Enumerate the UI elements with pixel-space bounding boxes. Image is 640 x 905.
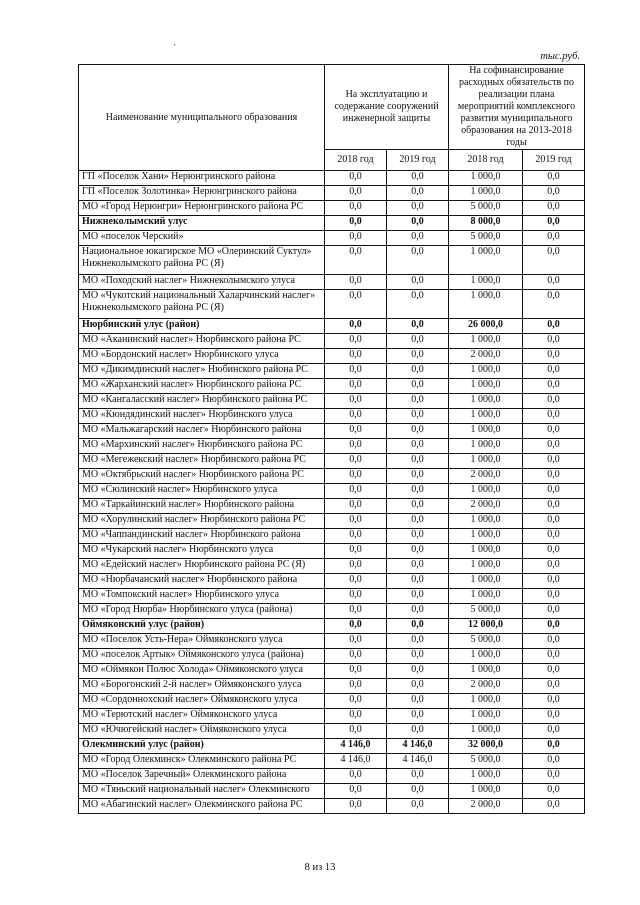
value-cell: 0,0 xyxy=(523,514,585,529)
value-cell: 1 000,0 xyxy=(449,649,523,664)
table-row xyxy=(79,649,585,664)
value-cell: 0,0 xyxy=(523,529,585,544)
municipality-name-cell: МО «Чукотский национальный Халарчинский наслег» Нижнеколымского района РС (Я) xyxy=(79,290,325,319)
table-row xyxy=(79,799,585,814)
value-cell: 0,0 xyxy=(523,334,585,349)
value-cell: 0,0 xyxy=(387,709,449,724)
value-cell: 0,0 xyxy=(325,439,387,454)
municipality-name-cell: МО «Город Нерюнгри» Нерюнгринского района РС xyxy=(79,201,325,216)
value-cell: 0,0 xyxy=(523,604,585,619)
value-cell: 0,0 xyxy=(523,499,585,514)
value-cell: 0,0 xyxy=(325,484,387,499)
value-cell: 0,0 xyxy=(523,424,585,439)
value-cell: 0,0 xyxy=(387,439,449,454)
value-cell: 0,0 xyxy=(523,619,585,634)
value-cell: 0,0 xyxy=(325,724,387,739)
table-row xyxy=(79,364,585,379)
value-cell: 0,0 xyxy=(523,649,585,664)
value-cell: 0,0 xyxy=(325,364,387,379)
value-cell: 0,0 xyxy=(523,290,585,319)
value-cell: 0,0 xyxy=(325,529,387,544)
value-cell: 0,0 xyxy=(523,319,585,334)
table-row xyxy=(79,349,585,364)
value-cell: 0,0 xyxy=(387,499,449,514)
value-cell: 1 000,0 xyxy=(449,484,523,499)
table-row xyxy=(79,454,585,469)
header-year: 2019 год xyxy=(387,150,449,171)
value-cell: 0,0 xyxy=(523,231,585,246)
municipality-name-cell: Оймяконский улус (район) xyxy=(79,619,325,634)
value-cell: 0,0 xyxy=(387,186,449,201)
municipality-name-cell: МО «Терютский наслег» Оймяконского улуса xyxy=(79,709,325,724)
value-cell: 1 000,0 xyxy=(449,769,523,784)
value-cell: 0,0 xyxy=(523,469,585,484)
municipality-name-cell: Нижнеколымский улус xyxy=(79,216,325,231)
value-cell: 4 146,0 xyxy=(387,739,449,754)
municipality-name-cell: МО «Поселок Усть-Нера» Оймяконского улуса xyxy=(79,634,325,649)
header-year: 2018 год xyxy=(325,150,387,171)
value-cell: 0,0 xyxy=(523,454,585,469)
value-cell: 0,0 xyxy=(523,186,585,201)
municipality-name-cell: МО «Аканинский наслег» Нюрбинского района РС xyxy=(79,334,325,349)
value-cell: 8 000,0 xyxy=(449,216,523,231)
value-cell: 1 000,0 xyxy=(449,529,523,544)
municipality-name-cell: МО «Чаппандинский наслег» Нюрбинского района xyxy=(79,529,325,544)
value-cell: 0,0 xyxy=(523,559,585,574)
municipality-name-cell: МО «Таркайинский наслег» Нюрбинского района xyxy=(79,499,325,514)
value-cell: 0,0 xyxy=(387,171,449,186)
value-cell: 0,0 xyxy=(387,319,449,334)
value-cell: 0,0 xyxy=(523,246,585,275)
table-row xyxy=(79,469,585,484)
municipality-name-cell: МО «Едейский наслег» Нюрбинского района РС (Я) xyxy=(79,559,325,574)
value-cell: 0,0 xyxy=(387,394,449,409)
scan-dot-mark: · xyxy=(173,40,176,50)
value-cell: 1 000,0 xyxy=(449,275,523,290)
municipality-name-cell: МО «Хорулинский наслег» Нюрбинского района РС xyxy=(79,514,325,529)
value-cell: 0,0 xyxy=(325,679,387,694)
value-cell: 1 000,0 xyxy=(449,171,523,186)
value-cell: 0,0 xyxy=(325,469,387,484)
value-cell: 0,0 xyxy=(387,769,449,784)
value-cell: 1 000,0 xyxy=(449,559,523,574)
municipality-name-cell: МО «Ючюгейский наслег» Оймяконского улуса xyxy=(79,724,325,739)
value-cell: 1 000,0 xyxy=(449,364,523,379)
municipality-name-cell: МО «Город Олекминск» Олекминского района РС xyxy=(79,754,325,769)
value-cell: 0,0 xyxy=(387,364,449,379)
value-cell: 0,0 xyxy=(325,694,387,709)
value-cell: 1 000,0 xyxy=(449,574,523,589)
value-cell: 0,0 xyxy=(523,379,585,394)
value-cell: 0,0 xyxy=(387,246,449,275)
value-cell: 0,0 xyxy=(325,799,387,814)
budget-table xyxy=(78,64,585,814)
value-cell: 0,0 xyxy=(325,709,387,724)
municipality-name-cell: Национальное юкагирское МО «Олеринский Суктул» Нижнеколымского района РС (Я) xyxy=(79,246,325,275)
table-row-district-total xyxy=(79,739,585,754)
value-cell: 0,0 xyxy=(387,634,449,649)
value-cell: 0,0 xyxy=(523,544,585,559)
value-cell: 0,0 xyxy=(325,231,387,246)
value-cell: 0,0 xyxy=(523,799,585,814)
value-cell: 0,0 xyxy=(523,709,585,724)
value-cell: 1 000,0 xyxy=(449,290,523,319)
table-row-district-total xyxy=(79,619,585,634)
table-row xyxy=(79,574,585,589)
municipality-name-cell: МО «Мархинский наслег» Нюрбинского района РС xyxy=(79,439,325,454)
value-cell: 1 000,0 xyxy=(449,424,523,439)
table-row xyxy=(79,186,585,201)
value-cell: 1 000,0 xyxy=(449,186,523,201)
municipality-name-cell: МО «Мегежекский наслег» Нюрбинского района РС xyxy=(79,454,325,469)
value-cell: 1 000,0 xyxy=(449,589,523,604)
page-number: 8 из 13 xyxy=(304,862,336,873)
municipality-name-cell: МО «Октябрьский наслег» Нюрбинского района РС xyxy=(79,469,325,484)
value-cell: 0,0 xyxy=(523,694,585,709)
value-cell: 2 000,0 xyxy=(449,799,523,814)
municipality-name-cell: МО «поселок Артык» Оймяконского улуса (района) xyxy=(79,649,325,664)
value-cell: 0,0 xyxy=(325,246,387,275)
value-cell: 0,0 xyxy=(523,394,585,409)
value-cell: 0,0 xyxy=(523,739,585,754)
header-year: 2018 год xyxy=(449,150,523,171)
table-body xyxy=(79,171,585,814)
table-row xyxy=(79,424,585,439)
value-cell: 0,0 xyxy=(387,649,449,664)
value-cell: 0,0 xyxy=(523,784,585,799)
value-cell: 2 000,0 xyxy=(449,469,523,484)
table-row xyxy=(79,379,585,394)
value-cell: 0,0 xyxy=(387,784,449,799)
table-row xyxy=(79,514,585,529)
municipality-name-cell: МО «Борогонский 2-й наслег» Оймяконского улуса xyxy=(79,679,325,694)
value-cell: 0,0 xyxy=(325,424,387,439)
municipality-name-cell: МО «Сюлинский наслег» Нюрбинского улуса xyxy=(79,484,325,499)
municipality-name-cell: МО «Дикимдинский наслег» Нюбинского района РС xyxy=(79,364,325,379)
municipality-name-cell: МО «Томпокский наслег» Нюрбинского улуса xyxy=(79,589,325,604)
value-cell: 0,0 xyxy=(325,216,387,231)
value-cell: 5 000,0 xyxy=(449,634,523,649)
value-cell: 1 000,0 xyxy=(449,544,523,559)
value-cell: 0,0 xyxy=(523,484,585,499)
value-cell: 0,0 xyxy=(387,664,449,679)
value-cell: 4 146,0 xyxy=(325,754,387,769)
value-cell: 0,0 xyxy=(523,634,585,649)
value-cell: 0,0 xyxy=(387,679,449,694)
table-row xyxy=(79,784,585,799)
table-row-district-total xyxy=(79,216,585,231)
value-cell: 0,0 xyxy=(523,349,585,364)
municipality-name-cell: МО «Абагинский наслег» Олекминского района РС xyxy=(79,799,325,814)
value-cell: 0,0 xyxy=(325,409,387,424)
value-cell: 32 000,0 xyxy=(449,739,523,754)
value-cell: 0,0 xyxy=(387,424,449,439)
table-row-district-total xyxy=(79,319,585,334)
value-cell: 2 000,0 xyxy=(449,679,523,694)
table-row xyxy=(79,171,585,186)
municipality-name-cell: МО «поселок Черский» xyxy=(79,231,325,246)
value-cell: 0,0 xyxy=(325,394,387,409)
unit-label: тыс.руб. xyxy=(540,51,580,62)
header-year: 2019 год xyxy=(523,150,585,171)
table-row xyxy=(79,709,585,724)
municipality-name-cell: МО «Чукарский наслег» Нюрбинского улуса xyxy=(79,544,325,559)
municipality-name-cell: Нюрбинский улус (район) xyxy=(79,319,325,334)
value-cell: 5 000,0 xyxy=(449,231,523,246)
value-cell: 0,0 xyxy=(523,275,585,290)
value-cell: 0,0 xyxy=(387,201,449,216)
municipality-name-cell: МО «Тяньский национальный наслег» Олекминского xyxy=(79,784,325,799)
value-cell: 0,0 xyxy=(387,379,449,394)
table-row xyxy=(79,559,585,574)
municipality-name-cell: МО «Походский наслег» Нижнеколымского улуса xyxy=(79,275,325,290)
municipality-name-cell: МО «Поселок Заречный» Олекминского района xyxy=(79,769,325,784)
value-cell: 0,0 xyxy=(325,454,387,469)
value-cell: 0,0 xyxy=(387,484,449,499)
table-row xyxy=(79,694,585,709)
table-row xyxy=(79,201,585,216)
value-cell: 0,0 xyxy=(387,619,449,634)
value-cell: 0,0 xyxy=(523,754,585,769)
value-cell: 0,0 xyxy=(325,379,387,394)
value-cell: 0,0 xyxy=(325,334,387,349)
value-cell: 0,0 xyxy=(325,649,387,664)
value-cell: 1 000,0 xyxy=(449,784,523,799)
value-cell: 0,0 xyxy=(523,724,585,739)
table-row xyxy=(79,394,585,409)
value-cell: 0,0 xyxy=(325,604,387,619)
value-cell: 1 000,0 xyxy=(449,334,523,349)
value-cell: 0,0 xyxy=(387,559,449,574)
value-cell: 0,0 xyxy=(523,769,585,784)
municipality-name-cell: МО «Сордонноxский наслег» Оймяконского улуса xyxy=(79,694,325,709)
municipality-name-cell: Олекминский улус (район) xyxy=(79,739,325,754)
value-cell: 2 000,0 xyxy=(449,499,523,514)
value-cell: 0,0 xyxy=(387,216,449,231)
municipality-name-cell: МО «Бордонский наслег» Нюрбинского улуса xyxy=(79,349,325,364)
value-cell: 0,0 xyxy=(387,290,449,319)
table-row xyxy=(79,544,585,559)
table-row xyxy=(79,231,585,246)
table-row xyxy=(79,499,585,514)
value-cell: 1 000,0 xyxy=(449,454,523,469)
value-cell: 1 000,0 xyxy=(449,709,523,724)
municipality-name-cell: МО «Жарханский наслег» Нюрбинского района РС xyxy=(79,379,325,394)
value-cell: 0,0 xyxy=(325,589,387,604)
value-cell: 0,0 xyxy=(325,290,387,319)
table-row xyxy=(79,634,585,649)
municipality-name-cell: МО «Оймякон Полюс Холода» Оймяконского улуса xyxy=(79,664,325,679)
value-cell: 0,0 xyxy=(387,349,449,364)
value-cell: 0,0 xyxy=(387,529,449,544)
value-cell: 5 000,0 xyxy=(449,604,523,619)
value-cell: 0,0 xyxy=(325,319,387,334)
table-row xyxy=(79,334,585,349)
value-cell: 1 000,0 xyxy=(449,409,523,424)
value-cell: 0,0 xyxy=(523,589,585,604)
value-cell: 0,0 xyxy=(387,409,449,424)
value-cell: 0,0 xyxy=(523,216,585,231)
value-cell: 1 000,0 xyxy=(449,514,523,529)
value-cell: 0,0 xyxy=(325,769,387,784)
value-cell: 0,0 xyxy=(387,799,449,814)
municipality-name-cell: МО «Мальжагарский наслег» Нюрбинского района xyxy=(79,424,325,439)
table-row xyxy=(79,275,585,290)
value-cell: 4 146,0 xyxy=(387,754,449,769)
value-cell: 0,0 xyxy=(325,186,387,201)
header-municipality-name: Наименование муниципального образования xyxy=(79,65,325,171)
header-maintenance-group: На эксплуатацию и содержание сооружений инженерной защиты xyxy=(325,65,449,150)
municipality-name-cell: ГП «Поселок Хани» Нерюнгринского района xyxy=(79,171,325,186)
header-row-groups xyxy=(79,65,585,150)
value-cell: 0,0 xyxy=(387,275,449,290)
value-cell: 0,0 xyxy=(387,694,449,709)
table-row xyxy=(79,529,585,544)
value-cell: 1 000,0 xyxy=(449,439,523,454)
value-cell: 0,0 xyxy=(387,724,449,739)
municipality-name-cell: МО «Кангаласский наслег» Нюрбинского района РС xyxy=(79,394,325,409)
municipality-name-cell: МО «Кюндядинский наслег» Нюрбинского улуса xyxy=(79,409,325,424)
table-row xyxy=(79,769,585,784)
value-cell: 1 000,0 xyxy=(449,394,523,409)
value-cell: 0,0 xyxy=(523,664,585,679)
value-cell: 0,0 xyxy=(325,275,387,290)
value-cell: 0,0 xyxy=(387,334,449,349)
value-cell: 5 000,0 xyxy=(449,754,523,769)
table-row xyxy=(79,604,585,619)
table-row xyxy=(79,439,585,454)
table-row xyxy=(79,664,585,679)
value-cell: 1 000,0 xyxy=(449,694,523,709)
value-cell: 4 146,0 xyxy=(325,739,387,754)
municipality-name-cell: ГП «Поселок Золотинка» Нерюнгринского района xyxy=(79,186,325,201)
value-cell: 0,0 xyxy=(523,409,585,424)
value-cell: 0,0 xyxy=(387,544,449,559)
value-cell: 1 000,0 xyxy=(449,246,523,275)
value-cell: 0,0 xyxy=(325,349,387,364)
table-row xyxy=(79,679,585,694)
table-row xyxy=(79,246,585,275)
value-cell: 1 000,0 xyxy=(449,379,523,394)
value-cell: 0,0 xyxy=(325,544,387,559)
value-cell: 0,0 xyxy=(523,574,585,589)
value-cell: 0,0 xyxy=(523,679,585,694)
value-cell: 12 000,0 xyxy=(449,619,523,634)
value-cell: 0,0 xyxy=(523,439,585,454)
value-cell: 0,0 xyxy=(523,201,585,216)
value-cell: 0,0 xyxy=(325,784,387,799)
table-row xyxy=(79,290,585,319)
table-row xyxy=(79,409,585,424)
value-cell: 0,0 xyxy=(325,574,387,589)
value-cell: 0,0 xyxy=(387,454,449,469)
header-cofinancing-group: На софинансирование расходных обязательств по реализации плана мероприятий комплексного развития муниципального образования на 2013-2018 годы xyxy=(449,65,585,150)
value-cell: 0,0 xyxy=(387,514,449,529)
municipality-name-cell: МО «Нюрбачанский наслег» Нюрбинского района xyxy=(79,574,325,589)
value-cell: 5 000,0 xyxy=(449,201,523,216)
table-row xyxy=(79,724,585,739)
table-row xyxy=(79,589,585,604)
value-cell: 0,0 xyxy=(523,171,585,186)
value-cell: 0,0 xyxy=(523,364,585,379)
value-cell: 0,0 xyxy=(325,514,387,529)
value-cell: 0,0 xyxy=(387,574,449,589)
value-cell: 0,0 xyxy=(325,634,387,649)
value-cell: 0,0 xyxy=(325,559,387,574)
value-cell: 2 000,0 xyxy=(449,349,523,364)
value-cell: 0,0 xyxy=(325,619,387,634)
value-cell: 0,0 xyxy=(387,469,449,484)
table-row xyxy=(79,754,585,769)
value-cell: 26 000,0 xyxy=(449,319,523,334)
value-cell: 0,0 xyxy=(325,499,387,514)
value-cell: 0,0 xyxy=(387,604,449,619)
municipality-name-cell: МО «Город Нюрба» Нюрбинского улуса (района) xyxy=(79,604,325,619)
value-cell: 0,0 xyxy=(325,171,387,186)
value-cell: 0,0 xyxy=(387,231,449,246)
value-cell: 0,0 xyxy=(387,589,449,604)
value-cell: 0,0 xyxy=(325,201,387,216)
value-cell: 0,0 xyxy=(325,664,387,679)
table-row xyxy=(79,484,585,499)
value-cell: 1 000,0 xyxy=(449,724,523,739)
value-cell: 1 000,0 xyxy=(449,664,523,679)
